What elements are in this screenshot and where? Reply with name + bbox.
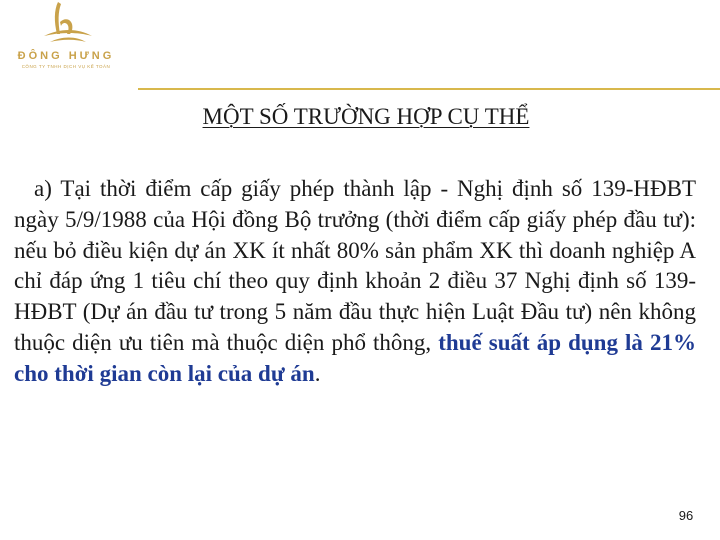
body-paragraph <box>14 174 696 390</box>
slide-title: MỘT SỐ TRƯỜNG HỢP CỤ THỂ <box>202 104 530 129</box>
logo-subtitle: CÔNG TY TNHH DỊCH VỤ KẾ TOÁN <box>21 64 111 69</box>
paragraph-highlight-text: thuế suất áp dụng là 21% cho thời gian còn lại của dự án <box>14 329 696 386</box>
page-number: 96 <box>678 508 694 523</box>
logo-emblem-icon <box>0 0 130 50</box>
company-logo <box>0 0 130 80</box>
paragraph-main-text: a) Tại thời điểm cấp giấy phép thành lập - Nghị định số 139-HĐBT ngày 5/9/1988 của Hội đồng Bộ trưởng (thời điểm cấp giấy phép đầu tư): nếu bỏ điều kiện dự án XK ít nhất 80% sản phẩm XK thì doanh nghiệp A chỉ đáp ứng 1 tiêu chí theo quy định khoản 2 điều 37 Nghị định số 139-HĐBT (Dự án đầu tư trong 5 năm đầu thực hiện Luật Đầu tư) nên không thuộc diện ưu tiên mà thuộc diện phổ thông, <box>14 176 696 355</box>
header-divider <box>138 88 720 90</box>
logo-name: ĐÔNG HƯNG <box>17 50 115 62</box>
paragraph-end-text: . <box>314 360 321 386</box>
